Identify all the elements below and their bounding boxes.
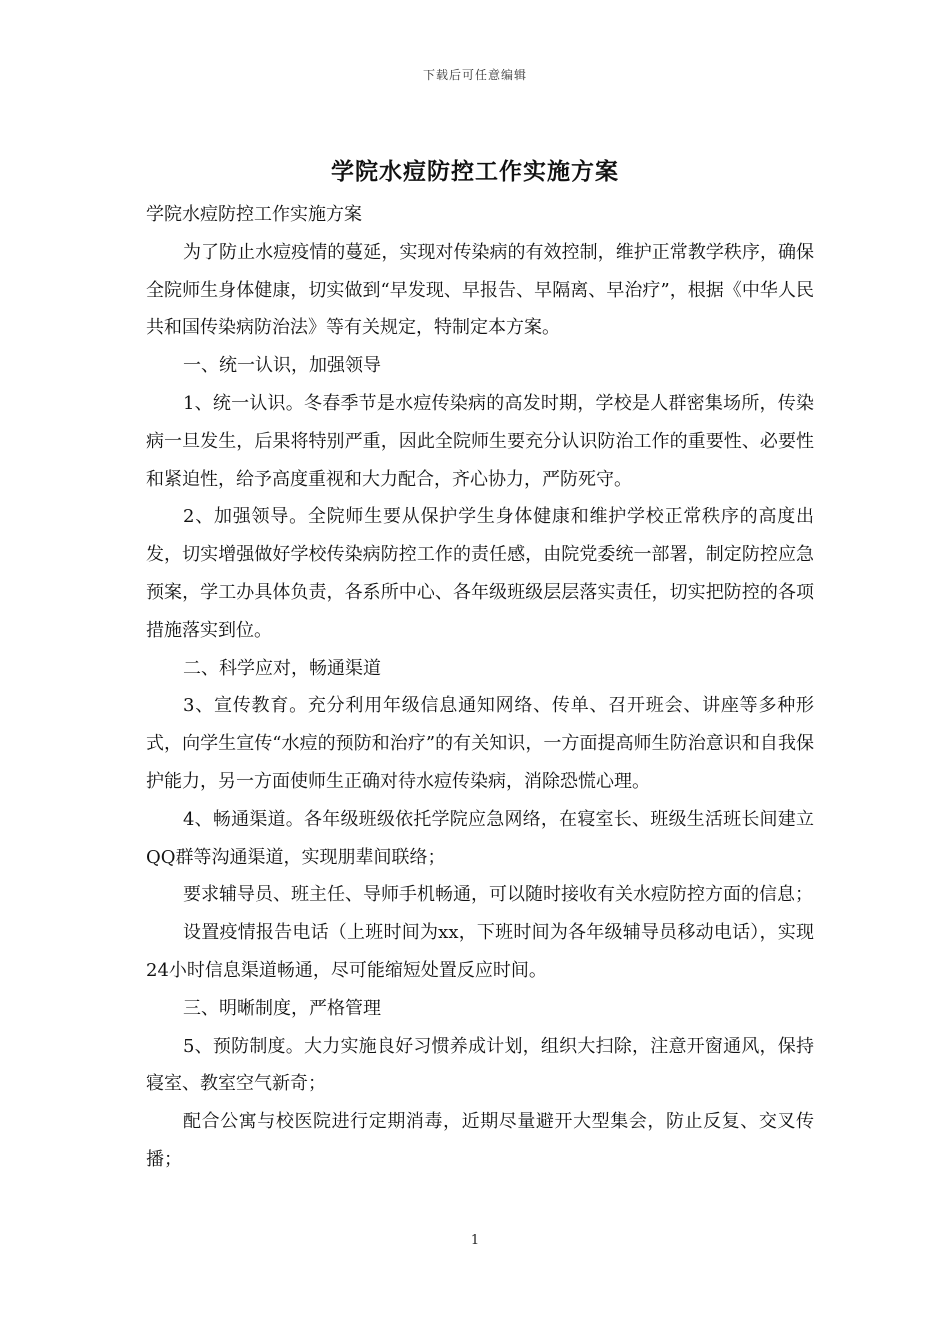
paragraph-item-4: 4、畅通渠道。各年级班级依托学院应急网络，在寝室长、班级生活班长间建立QQ群等沟通渠道，实现朋辈间联络； (146, 808, 814, 868)
header-note: 下载后可任意编辑 (422, 68, 527, 82)
paragraph-item-5: 5、预防制度。大力实施良好习惯养成计划，组织大扫除，注意开窗通风，保持寝室、教室空气新奇； (146, 1035, 814, 1095)
document-body (146, 196, 814, 1179)
section-heading-1: 一、统一认识，加强领导 (183, 355, 381, 377)
paragraph-intro: 为了防止水痘疫情的蔓延，实现对传染病的有效控制，维护正常教学秩序，确保全院师生身体健康，切实做到“早发现、早报告、早隔离、早治疗”，根据《中华人民共和国传染病防治法》等有关规定，特制定本方案。 (146, 241, 814, 339)
paragraph-subtitle: 学院水痘防控工作实施方案 (146, 204, 362, 225)
section-heading-3: 三、明晰制度，严格管理 (183, 997, 381, 1019)
document-title: 学院水痘防控工作实施方案 (331, 158, 619, 185)
paragraph-item-5-detail: 配合公寓与校医院进行定期消毒，近期尽量避开大型集会，防止反复、交叉传播； (146, 1111, 814, 1170)
paragraph-item-4-detail-b: 设置疫情报告电话（上班时间为xx，下班时间为各年级辅导员移动电话），实现24小时信息渠道畅通，尽可能缩短处置反应时间。 (146, 922, 814, 981)
paragraph-item-1: 1、统一认识。冬春季节是水痘传染病的高发时期，学校是人群密集场所，传染病一旦发生，后果将特别严重，因此全院师生要充分认识防治工作的重要性、必要性和紧迫性，给予高度重视和大力配合，齐心协力，严防死守。 (146, 392, 814, 490)
paragraph-item-2: 2、加强领导。全院师生要从保护学生身体健康和维护学校正常秩序的高度出发，切实增强做好学校传染病防控工作的责任感，由院党委统一部署，制定防控应急预案，学工办具体负责，各系所中心、各年级班级层层落实责任，切实把防控的各项措施落实到位。 (146, 506, 814, 641)
paragraph-item-3: 3、宣传教育。充分利用年级信息通知网络、传单、召开班会、讲座等多种形式，向学生宣传“水痘的预防和治疗”的有关知识，一方面提高师生防治意识和自我保护能力，另一方面使师生正确对待水痘传染病，消除恐慌心理。 (146, 695, 814, 792)
paragraph-item-4-detail-a: 要求辅导员、班主任、导师手机畅通，可以随时接收有关水痘防控方面的信息； (183, 884, 813, 906)
page-number: 1 (470, 1233, 480, 1248)
section-heading-2: 二、科学应对，畅通渠道 (183, 657, 381, 679)
